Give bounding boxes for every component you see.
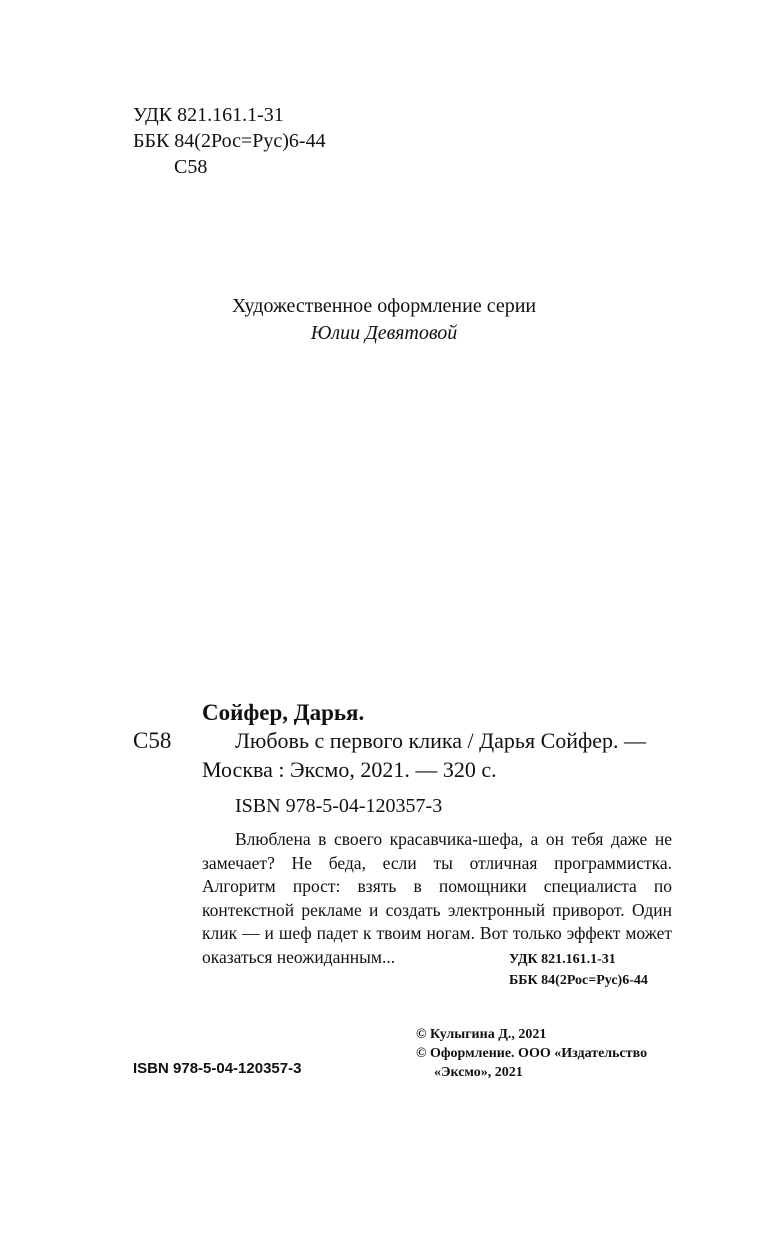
bibliography-title: Любовь с первого клика / Дарья Сойфер. — bbox=[235, 728, 647, 753]
copyright-design-continued: «Эксмо», 2021 bbox=[434, 1065, 523, 1080]
copyright-design: © Оформление. ООО «Издательство bbox=[416, 1046, 648, 1061]
footer-udk: УДК 821.161.1-31 bbox=[509, 952, 616, 967]
bibliography-author-code: С58 bbox=[133, 728, 172, 753]
footer-bbk: ББК 84(2Рос=Рус)6-44 bbox=[509, 973, 648, 988]
annotation-text: Влюблена в своего красавчика-шефа, а он тебя даже не замечает? Не беда, если ты отличная программистка. Алгоритм прост: взять в помощники специалиста по контекстной рекламе и создать электронный приворот. Один клик — и шеф падет к твоим ногам. Вот только эффект может оказаться неожиданным... bbox=[202, 829, 672, 967]
bibliography-publisher: Москва : Эксмо, 2021. — 320 с. bbox=[202, 757, 497, 782]
design-credit-name: Юлии Девятовой bbox=[310, 322, 458, 344]
bbk-code: ББК 84(2Рос=Рус)6-44 bbox=[133, 130, 326, 152]
design-credit-label: Художественное оформление серии bbox=[231, 295, 537, 317]
bibliography-isbn: ISBN 978-5-04-120357-3 bbox=[235, 795, 443, 817]
copyright-author: © Кулыгина Д., 2021 bbox=[416, 1027, 547, 1042]
udk-code: УДК 821.161.1-31 bbox=[133, 104, 284, 126]
footer-isbn: ISBN 978-5-04-120357-3 bbox=[133, 1060, 302, 1077]
bibliography-author: Сойфер, Дарья. bbox=[202, 700, 365, 725]
author-code: С58 bbox=[174, 156, 208, 178]
